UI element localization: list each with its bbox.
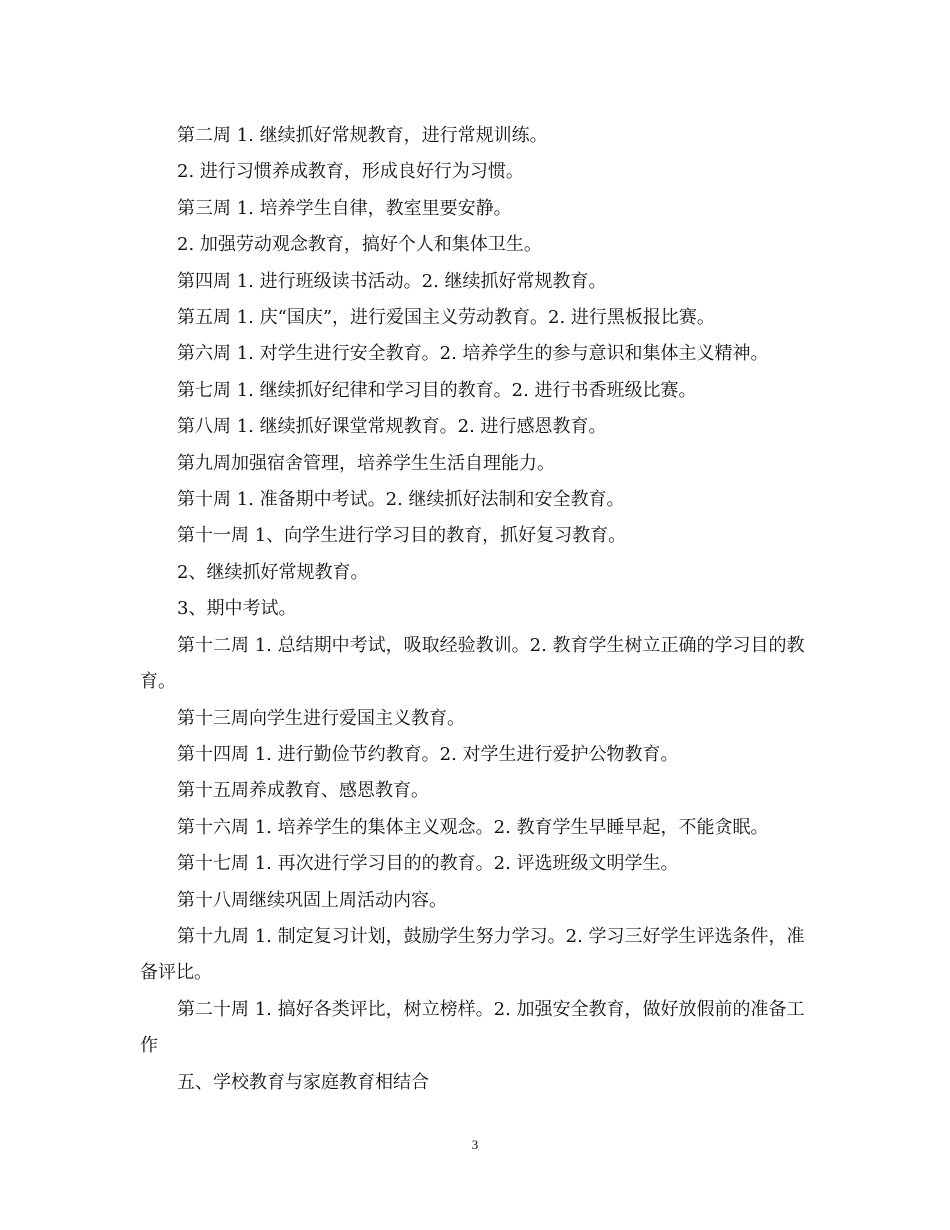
paragraph-week-3: 第三周 1. 培养学生自律，教室里要安静。 xyxy=(177,197,512,219)
paragraph-week-5: 第五周 1. 庆“国庆”，进行爱国主义劳动教育。2. 进行黑板报比赛。 xyxy=(177,307,715,329)
paragraph-week-9: 第九周加强宿舍管理，培养学生生活自理能力。 xyxy=(177,452,555,474)
paragraph-week-16: 第十六周 1. 培养学生的集体主义观念。2. 教育学生早睡早起，不能贪眠。 xyxy=(177,816,769,838)
paragraph-week-14: 第十四周 1. 进行勤俭节约教育。2. 对学生进行爱护公物教育。 xyxy=(177,743,679,765)
paragraph-week-19: 第十九周 1. 制定复习计划，鼓励学生努力学习。2. 学习三好学生评选条件，准备评比。 xyxy=(140,925,805,984)
paragraph-week-11-item-2: 2、继续抓好常规教育。 xyxy=(177,561,369,583)
paragraph-week-17: 第十七周 1. 再次进行学习目的的教育。2. 评选班级文明学生。 xyxy=(177,853,679,875)
paragraph-week-6: 第六周 1. 对学生进行安全教育。2. 培养学生的参与意识和集体主义精神。 xyxy=(177,343,769,365)
paragraph-week-7: 第七周 1. 继续抓好纪律和学习目的教育。2. 进行书香班级比赛。 xyxy=(177,379,697,401)
paragraph-week-2-item-2: 2. 进行习惯养成教育，形成良好行为习惯。 xyxy=(177,161,524,183)
paragraph-week-10: 第十周 1. 准备期中考试。2. 继续抓好法制和安全教育。 xyxy=(177,489,625,511)
paragraph-week-8: 第八周 1. 继续抓好课堂常规教育。2. 进行感恩教育。 xyxy=(177,416,607,438)
page-number: 3 xyxy=(471,1137,479,1152)
paragraph-week-12: 第十二周 1. 总结期中考试，吸取经验教训。2. 教育学生树立正确的学习目的教育。 xyxy=(140,634,805,693)
paragraph-week-4: 第四周 1. 进行班级读书活动。2. 继续抓好常规教育。 xyxy=(177,270,607,292)
paragraph-week-11: 第十一周 1、向学生进行学习目的教育，抓好复习教育。 xyxy=(177,525,627,547)
paragraph-week-11-item-3: 3、期中考试。 xyxy=(177,598,297,620)
document-body xyxy=(140,118,805,1101)
paragraph-week-18: 第十八周继续巩固上周活动内容。 xyxy=(177,889,447,911)
paragraph-week-20: 第二十周 1. 搞好各类评比，树立榜样。2. 加强安全教育，做好放假前的准备工作 xyxy=(140,998,805,1057)
paragraph-week-3-item-2: 2. 加强劳动观念教育，搞好个人和集体卫生。 xyxy=(177,234,542,256)
paragraph-week-13: 第十三周向学生进行爱国主义教育。 xyxy=(177,707,465,729)
section-heading-school-family: 五、学校教育与家庭教育相结合 xyxy=(177,1071,429,1093)
paragraph-week-15: 第十五周养成教育、感恩教育。 xyxy=(177,780,429,802)
paragraph-week-2: 第二周 1. 继续抓好常规教育，进行常规训练。 xyxy=(177,125,548,146)
